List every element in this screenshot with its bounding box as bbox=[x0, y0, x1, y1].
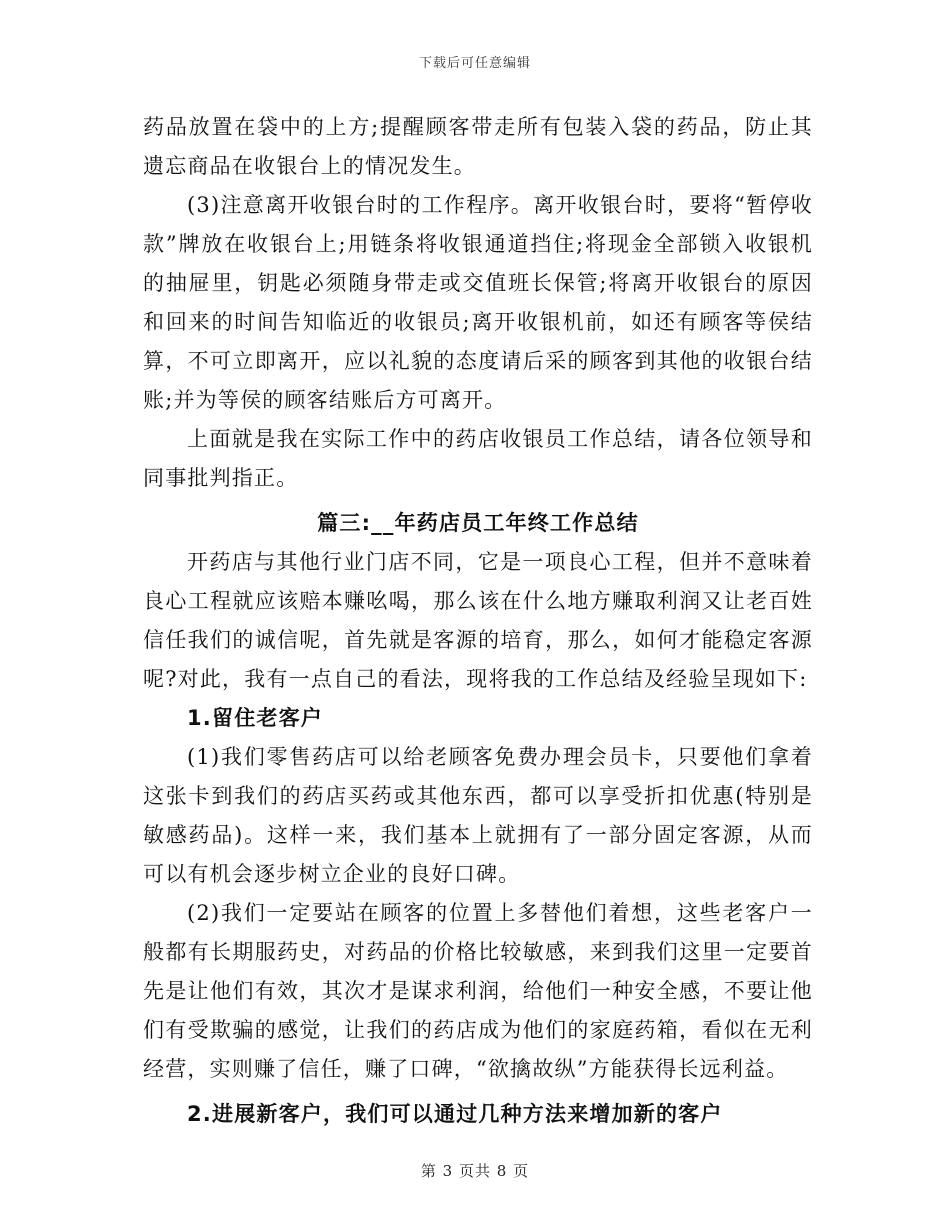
paragraph-intro: 开药店与其他行业门店不同，它是一项良心工程，但并不意味着良心工程就应该赔本赚吆喝，那么该在什么地方赚取利润又让老百姓信任我们的诚信呢，首先就是客源的培育，那么，如何才能稳定客源呢?对此，我有一点自己的看法，现将我的工作总结及经验呈现如下: bbox=[143, 550, 813, 691]
paragraph-membership-card: (1)我们零售药店可以给老顾客免费办理会员卡，只要他们拿着这张卡到我们的药店买药或其他东西，都可以享受折扣优惠(特别是敏感药品)。这样一来，我们基本上就拥有了一部分固定客源，从而可以有机会逐步树立企业的良好口碑。 bbox=[143, 745, 813, 886]
paragraph-customer-care: (2)我们一定要站在顾客的位置上多替他们着想，这些老客户一般都有长期服药史，对药品的价格比较敏感，来到我们这里一定要首先是让他们有效，其次才是谋求利润，给他们一种安全感，不要让他们有受欺骗的感觉，让我们的药店成为他们的家庭药箱，看似在无利经营，实则赚了信任，赚了口碑，“欲擒故纵”方能获得长远利益。 bbox=[143, 901, 813, 1081]
paragraph-continued: 药品放置在袋中的上方;提醒顾客带走所有包装入袋的药品，防止其遗忘商品在收银台上的情况发生。 bbox=[143, 115, 813, 178]
paragraph-closing: 上面就是我在实际工作中的药店收银员工作总结，请各位领导和同事批判指正。 bbox=[143, 427, 813, 490]
subheading-retain-customers: 1.留住老客户 bbox=[187, 706, 323, 730]
header-note: 下载后可任意编辑 bbox=[418, 56, 531, 71]
section-title: 篇三:__年药店员工年终工作总结 bbox=[317, 511, 639, 535]
paragraph-cashier-procedure: (3)注意离开收银台时的工作程序。离开收银台时，要将“暂停收款”牌放在收银台上;用链条将收银通道挡住;将现金全部锁入收银机的抽屉里，钥匙必须随身带走或交值班长保管;将离开收银台的原因和回来的时间告知临近的收银员;离开收银机前，如还有顾客等侯结算，不可立即离开，应以礼貌的态度请后采的顾客到其他的收银台结账;并为等侯的顾客结账后方可离开。 bbox=[143, 193, 813, 412]
subheading-new-customers: 2.进展新客户，我们可以通过几种方法来增加新的客户 bbox=[187, 1102, 723, 1126]
page-number: 第 3 页共 8 页 bbox=[420, 1162, 530, 1180]
document-body bbox=[143, 108, 813, 1134]
